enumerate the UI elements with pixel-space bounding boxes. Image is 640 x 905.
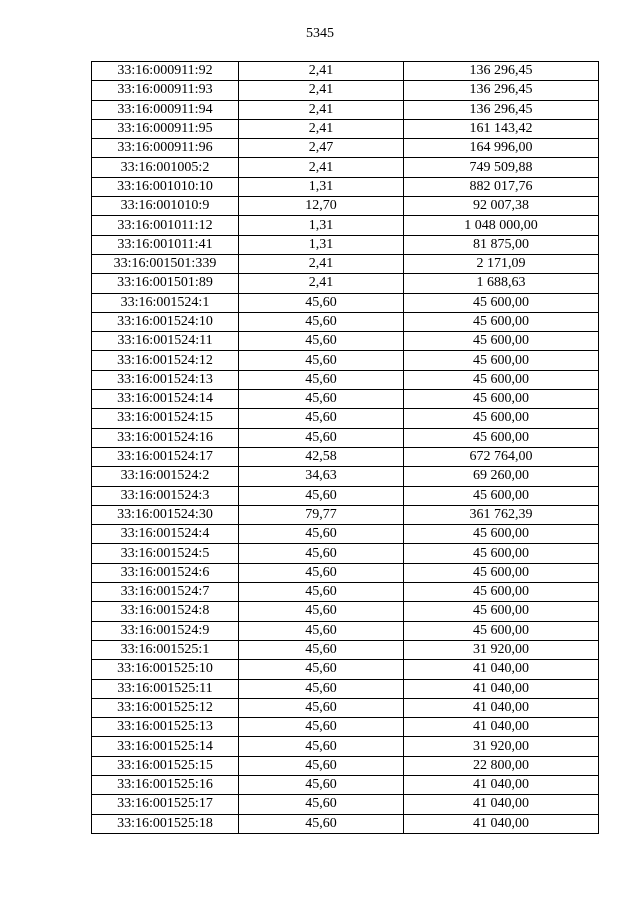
rate-cell: 45,60 [239,660,404,679]
cadastral-number-cell: 33:16:001524:13 [92,370,239,389]
table-row [92,563,599,582]
table-row [92,409,599,428]
value-cell: 361 762,39 [404,505,599,524]
value-cell: 882 017,76 [404,177,599,196]
rate-cell: 45,60 [239,390,404,409]
rate-cell: 45,60 [239,602,404,621]
rate-cell: 12,70 [239,197,404,216]
cadastral-number-cell: 33:16:001524:1 [92,293,239,312]
cadastral-number-cell: 33:16:000911:92 [92,62,239,81]
value-cell: 45 600,00 [404,621,599,640]
table-row [92,254,599,273]
rate-cell: 1,31 [239,177,404,196]
rate-cell: 45,60 [239,370,404,389]
cadastral-number-cell: 33:16:001011:12 [92,216,239,235]
table-row [92,62,599,81]
table-row [92,370,599,389]
table-row [92,467,599,486]
table-row [92,81,599,100]
table-row [92,293,599,312]
cadastral-number-cell: 33:16:000911:96 [92,139,239,158]
table-row [92,756,599,775]
rate-cell: 45,60 [239,563,404,582]
cadastral-number-cell: 33:16:001011:41 [92,235,239,254]
rate-cell: 45,60 [239,698,404,717]
value-cell: 2 171,09 [404,254,599,273]
rate-cell: 45,60 [239,679,404,698]
value-cell: 45 600,00 [404,602,599,621]
cadastral-number-cell: 33:16:001501:339 [92,254,239,273]
cadastral-number-cell: 33:16:001525:13 [92,718,239,737]
rate-cell: 2,41 [239,158,404,177]
rate-cell: 45,60 [239,544,404,563]
cadastral-number-cell: 33:16:001010:10 [92,177,239,196]
cadastral-number-cell: 33:16:001524:16 [92,428,239,447]
cadastral-number-cell: 33:16:001501:89 [92,274,239,293]
rate-cell: 45,60 [239,583,404,602]
value-cell: 136 296,45 [404,81,599,100]
rate-cell: 45,60 [239,718,404,737]
cadastral-number-cell: 33:16:001525:10 [92,660,239,679]
table-row [92,139,599,158]
table-row [92,447,599,466]
cadastral-number-cell: 33:16:001525:1 [92,640,239,659]
value-cell: 136 296,45 [404,62,599,81]
value-cell: 41 040,00 [404,814,599,833]
table-row [92,351,599,370]
table-row [92,119,599,138]
table-row [92,390,599,409]
value-cell: 45 600,00 [404,525,599,544]
cadastral-number-cell: 33:16:001525:12 [92,698,239,717]
value-cell: 164 996,00 [404,139,599,158]
value-cell: 81 875,00 [404,235,599,254]
table-row [92,718,599,737]
rate-cell: 2,41 [239,62,404,81]
value-cell: 69 260,00 [404,467,599,486]
cadastral-number-cell: 33:16:001524:10 [92,312,239,331]
table-row [92,197,599,216]
rate-cell: 45,60 [239,640,404,659]
table-row [92,814,599,833]
cadastral-number-cell: 33:16:001524:3 [92,486,239,505]
value-cell: 45 600,00 [404,563,599,582]
table-row [92,428,599,447]
table-row [92,775,599,794]
value-cell: 22 800,00 [404,756,599,775]
rate-cell: 2,41 [239,81,404,100]
cadastral-number-cell: 33:16:001524:5 [92,544,239,563]
value-cell: 45 600,00 [404,486,599,505]
rate-cell: 45,60 [239,795,404,814]
value-cell: 45 600,00 [404,544,599,563]
table-row [92,235,599,254]
value-cell: 92 007,38 [404,197,599,216]
value-cell: 41 040,00 [404,718,599,737]
rate-cell: 2,41 [239,119,404,138]
value-cell: 45 600,00 [404,409,599,428]
value-cell: 45 600,00 [404,370,599,389]
table-row [92,274,599,293]
value-cell: 45 600,00 [404,293,599,312]
cadastral-number-cell: 33:16:000911:94 [92,100,239,119]
rate-cell: 45,60 [239,621,404,640]
table-row [92,583,599,602]
cadastral-number-cell: 33:16:001525:16 [92,775,239,794]
rate-cell: 45,60 [239,409,404,428]
table-row [92,505,599,524]
table-row [92,795,599,814]
cadastral-number-cell: 33:16:001524:6 [92,563,239,582]
value-cell: 41 040,00 [404,795,599,814]
value-cell: 45 600,00 [404,312,599,331]
value-cell: 136 296,45 [404,100,599,119]
rate-cell: 45,60 [239,428,404,447]
value-cell: 45 600,00 [404,351,599,370]
value-cell: 45 600,00 [404,428,599,447]
rate-cell: 2,41 [239,274,404,293]
value-cell: 31 920,00 [404,640,599,659]
value-cell: 749 509,88 [404,158,599,177]
table-row [92,602,599,621]
value-cell: 45 600,00 [404,583,599,602]
rate-cell: 45,60 [239,775,404,794]
cadastral-number-cell: 33:16:001525:17 [92,795,239,814]
table-row [92,679,599,698]
rate-cell: 1,31 [239,235,404,254]
cadastral-number-cell: 33:16:000911:95 [92,119,239,138]
rate-cell: 2,47 [239,139,404,158]
value-cell: 161 143,42 [404,119,599,138]
cadastral-number-cell: 33:16:001005:2 [92,158,239,177]
table-row [92,698,599,717]
rate-cell: 1,31 [239,216,404,235]
table-body [92,62,599,834]
cadastral-number-cell: 33:16:001524:8 [92,602,239,621]
table-row [92,544,599,563]
value-cell: 45 600,00 [404,332,599,351]
cadastral-number-cell: 33:16:000911:93 [92,81,239,100]
rate-cell: 45,60 [239,293,404,312]
rate-cell: 45,60 [239,332,404,351]
table-row [92,332,599,351]
rate-cell: 79,77 [239,505,404,524]
table-row [92,486,599,505]
data-table [91,61,599,834]
cadastral-number-cell: 33:16:001524:14 [92,390,239,409]
value-cell: 45 600,00 [404,390,599,409]
table-row [92,660,599,679]
rate-cell: 34,63 [239,467,404,486]
rate-cell: 42,58 [239,447,404,466]
cadastral-number-cell: 33:16:001524:12 [92,351,239,370]
cadastral-number-cell: 33:16:001525:11 [92,679,239,698]
rate-cell: 45,60 [239,486,404,505]
rate-cell: 45,60 [239,312,404,331]
table-row [92,737,599,756]
cadastral-number-cell: 33:16:001524:17 [92,447,239,466]
cadastral-number-cell: 33:16:001525:15 [92,756,239,775]
cadastral-number-cell: 33:16:001525:14 [92,737,239,756]
cadastral-number-cell: 33:16:001524:7 [92,583,239,602]
table-row [92,216,599,235]
cadastral-number-cell: 33:16:001524:4 [92,525,239,544]
cadastral-number-cell: 33:16:001525:18 [92,814,239,833]
cadastral-number-cell: 33:16:001524:2 [92,467,239,486]
rate-cell: 45,60 [239,525,404,544]
table-row [92,177,599,196]
rate-cell: 45,60 [239,351,404,370]
cadastral-number-cell: 33:16:001524:9 [92,621,239,640]
rate-cell: 45,60 [239,737,404,756]
value-cell: 41 040,00 [404,679,599,698]
cadastral-number-cell: 33:16:001010:9 [92,197,239,216]
table-row [92,312,599,331]
value-cell: 31 920,00 [404,737,599,756]
value-cell: 672 764,00 [404,447,599,466]
table-row [92,100,599,119]
table-row [92,525,599,544]
table-row [92,158,599,177]
rate-cell: 45,60 [239,756,404,775]
cadastral-number-cell: 33:16:001524:15 [92,409,239,428]
table-row [92,640,599,659]
cadastral-number-cell: 33:16:001524:11 [92,332,239,351]
value-cell: 1 688,63 [404,274,599,293]
table-row [92,621,599,640]
value-cell: 41 040,00 [404,775,599,794]
cadastral-number-cell: 33:16:001524:30 [92,505,239,524]
page-number: 5345 [306,26,334,41]
value-cell: 41 040,00 [404,660,599,679]
value-cell: 1 048 000,00 [404,216,599,235]
rate-cell: 2,41 [239,100,404,119]
value-cell: 41 040,00 [404,698,599,717]
rate-cell: 2,41 [239,254,404,273]
rate-cell: 45,60 [239,814,404,833]
